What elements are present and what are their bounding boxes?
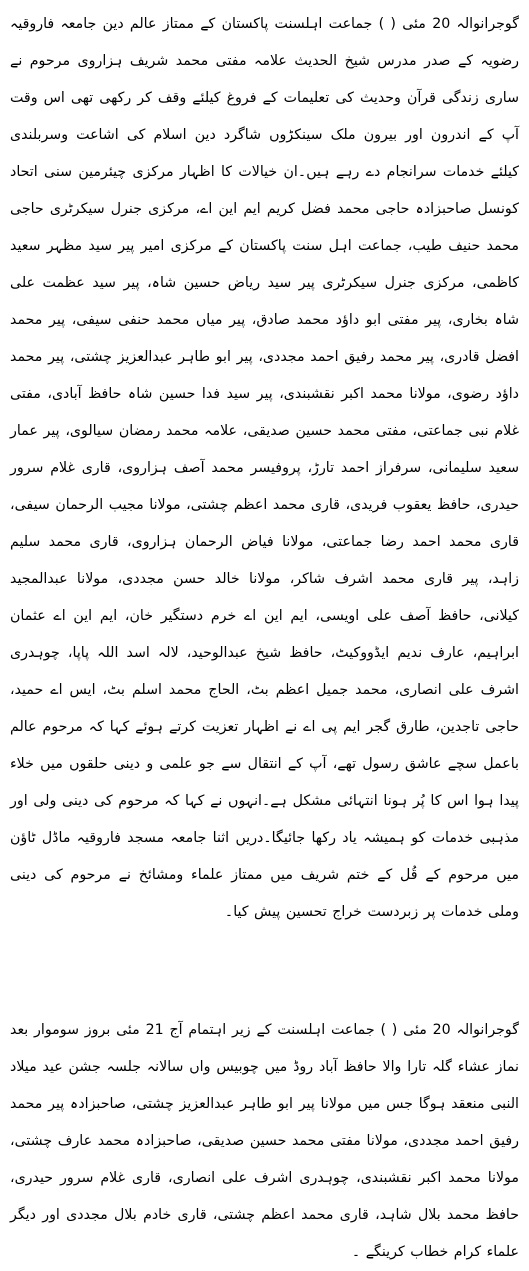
article-1-body: گوجرانوالہ 20 مئی ( ) جماعت اہلسنت پاکستان کے ممتاز عالم دین جامعہ فاروقیہ رضویہ کے صدر مدرس شیخ الحدیث علامہ مفتی محمد شریف ہزاروی مرحوم نے ساری زندگی قرآن وحدیث کی تعلیمات کے فروغ کیلئے وقف کر رکھی تھی اس وقت آپ کے اندرون اور بیرون ملک سینکڑوں شاگرد دین اسلام کی اشاعت وسربلندی کیلئے خدمات سرانجام دے رہے ہیں۔ان خیالات کا اظہار مرکزی چیئرمین سنی اتحاد کونسل صاحبزادہ حاجی محمد فضل کریم ایم این اے، مرکزی جنرل سیکرٹری حاجی محمد حنیف طیب، جماعت اہل سنت پاکستان کے مرکزی امیر پیر سید مظہر سعید کاظمی، مرکزی جنرل سیکرٹری پیر سید ریاض حسین شاہ، پیر سید عظمت علی شاہ بخاری، پیر مفتی ابو داؤد محمد صادق، پیر میاں محمد حنفی سیفی، پیر محمد افضل قادری، پیر محمد رفیق احمد مجددی، پیر ابو طاہر عبدالعزیز چشتی، پیر محمد داؤد رضوی، مولانا محمد اکبر نقشبندی، پیر سید فدا حسین شاہ حافظ آبادی، مفتی غلام نبی جماعتی، مفتی محمد حسین صدیقی، علامہ محمد رمضان سیالوی، پیر عمار سعید سلیمانی، سرفراز احمد تارڑ، پروفیسر محمد آصف ہزاروی، قاری غلام سرور حیدری، حافظ یعقوب فریدی، قاری محمد اعظم چشتی، مولانا مجیب الرحمان سیفی، قاری محمد احمد رضا جماعتی، مولانا فیاض الرحمان ہزاروی، قاری محمد سلیم زاہد، پیر قاری محمد اشرف شاکر، مولانا خالد حسن مجددی، مولانا عبدالمجید کیلانی، حافظ آصف علی اویسی، ایم این اے خرم دستگیر خان، ایم این اے عثمان ابراہیم، عارف ندیم ایڈووکیٹ، حافظ شیخ عبدالوحید، لالہ اسد اللہ پاپا، چوہدری اشرف علی انصاری، محمد جمیل اعظم بٹ، الحاج محمد اسلم بٹ، ایس اے حمید، حاجی تاجدین، طارق گجر ایم پی اے نے اظہار تعزیت کرتے ہوئے کہا کہ مرحوم عالم باعمل سچے عاشق رسول تھے، آپ کے انتقال سے جو علمی و دینی حلقوں میں خلاء پیدا ہوا اس کا پُر ہونا انتہائی مشکل ہے۔انہوں نے کہا کہ مرحوم کی دینی ولی اور مذہبی خدمات کو ہمیشہ یاد رکھا جائیگا۔دریں اثنا جامعہ مسجد فاروقیہ ماڈل ٹاؤن میں مرحوم کے قُل کے ختم شریف میں ممتاز علماء ومشائخ نے مرحوم کی دینی وملی خدمات پر زبردست خراج تحسین پیش کیا۔ — [10, 16, 519, 920]
news-article-2 — [10, 1012, 519, 1271]
news-article-1 — [10, 6, 519, 931]
article-2-body: گوجرانوالہ 20 مئی ( ) جماعت اہلسنت کے زیر اہتمام آج 21 مئی بروز سوموار بعد نماز عشاء گلہ تارا والا حافظ آباد روڈ میں چوبیس واں سالانہ جلسہ جشن عید میلاد النبی منعقد ہوگا جس میں مولانا پیر ابو طاہر عبدالعزیز چشتی، صاحبزادہ پیر محمد رفیق احمد مجددی، مولانا مفتی محمد حسین صدیقی، صاحبزادہ محمد عارف چشتی، مولانا محمد اکبر نقشبندی، چوہدری اشرف علی انصاری، قاری غلام سرور حیدری، حافظ محمد بلال شاہد، قاری محمد اعظم چشتی، قاری خادم بلال مجددی اور دیگر علماء کرام خطاب کرینگے ۔ — [10, 1022, 520, 1260]
